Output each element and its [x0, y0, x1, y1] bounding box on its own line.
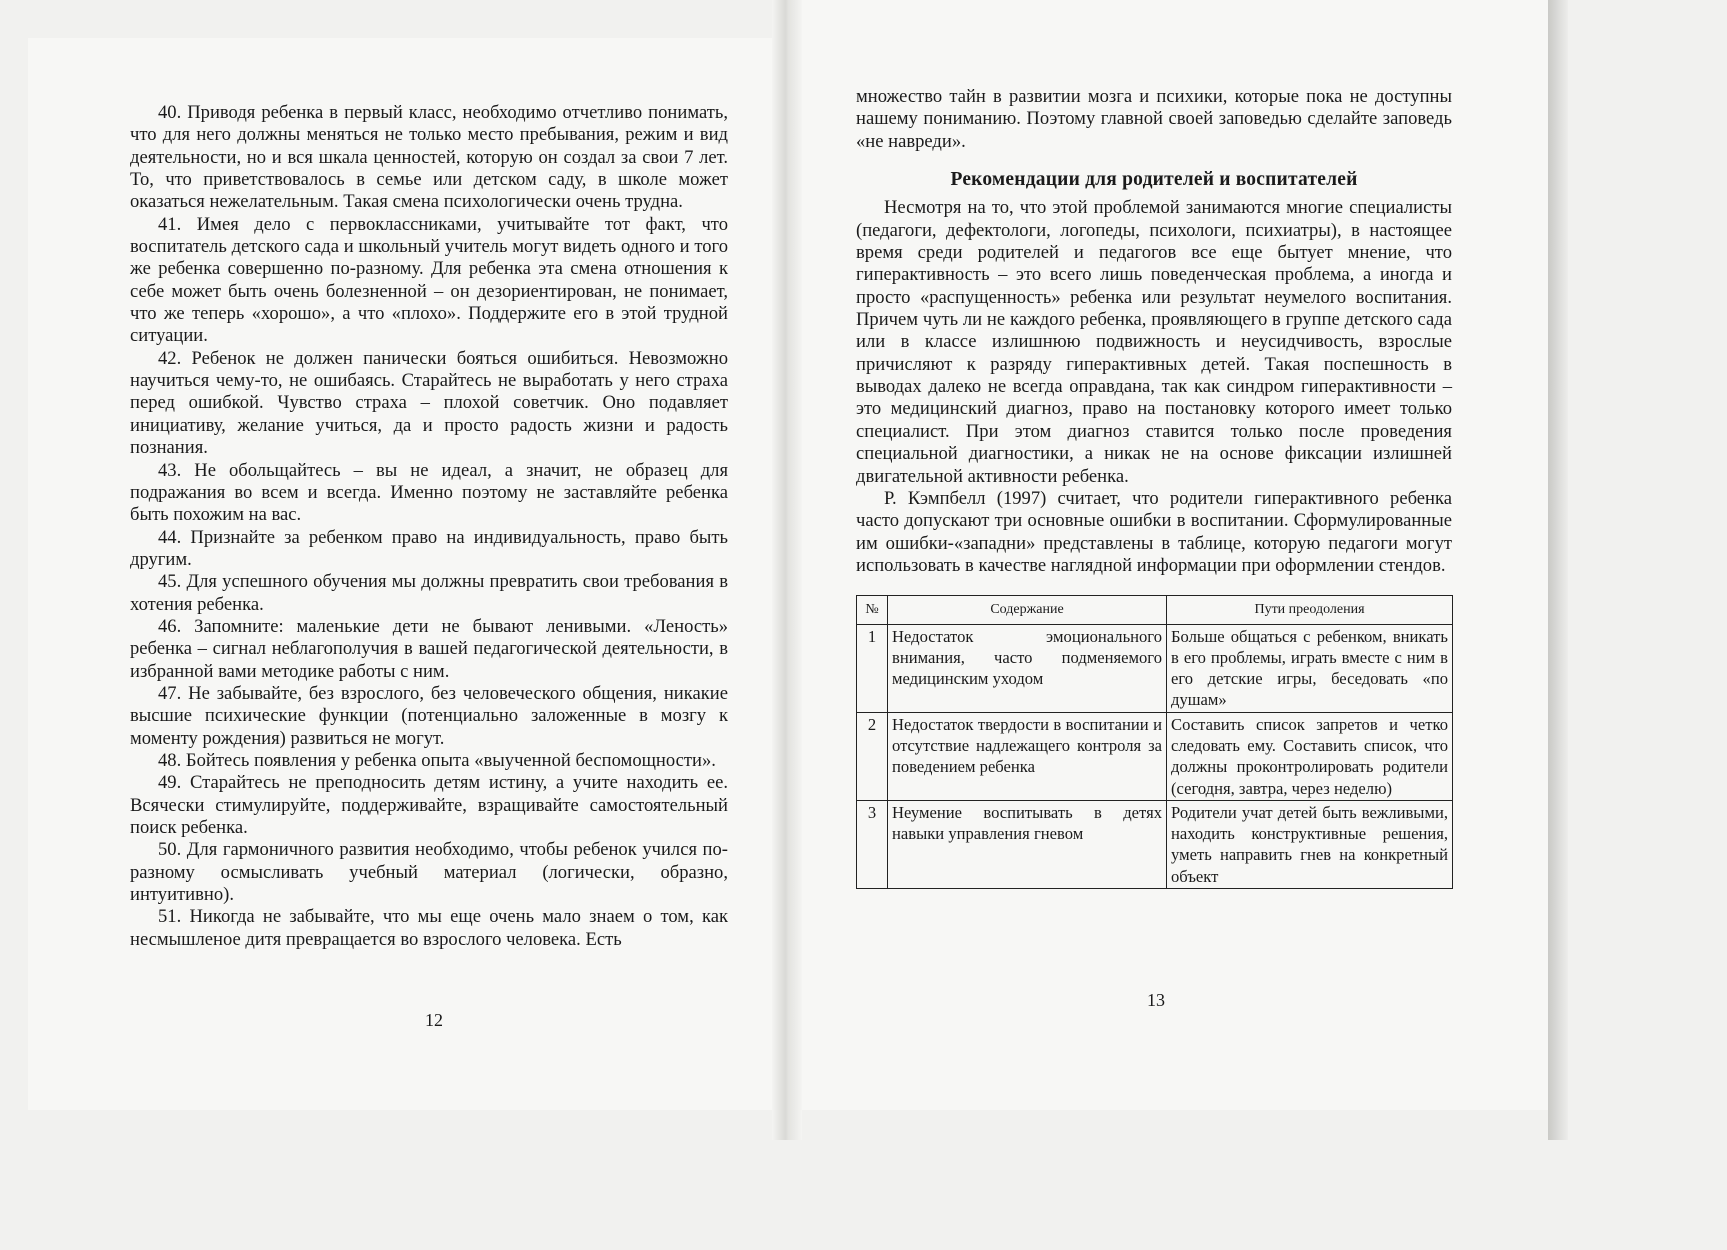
- paragraph-45: 45. Для успешного обучения мы должны превратить свои требования в хотения ребенка.: [130, 571, 728, 615]
- paragraph-40: 40. Приводя ребенка в первый класс, необходимо отчетливо понимать, что для него должны меняться не только место пребывания, режим и вид деятельности, но и вся шкала ценностей, которую он создал за свои 7 лет. То, что приветствовалось в семье или детском саду, в школе может оказаться нежелательным. Такая смена психологически очень трудна.: [130, 102, 728, 213]
- table-cell-num: 2: [857, 712, 888, 800]
- table-header-row: [857, 596, 1453, 624]
- mistakes-table: [856, 595, 1453, 889]
- paragraph-44: 44. Признайте за ребенком право на индивидуальность, право быть другим.: [130, 526, 728, 570]
- page-number-right: 13: [1147, 990, 1165, 1010]
- right-page-text: [856, 86, 1452, 889]
- table-cell-num: 1: [857, 624, 888, 712]
- paragraph-49: 49. Старайтесь не преподносить детям истину, а учите находить ее. Всячески стимулируйте, поддерживайте, взращивайте самостоятельный поиск ребенка.: [130, 772, 728, 838]
- paragraph-50: 50. Для гармоничного развития необходимо, чтобы ребенок учился по-разному осмысливать учебный материал (логически, образно, интуитивно).: [130, 839, 728, 906]
- paragraph-48: 48. Бойтесь появления у ребенка опыта «выученной беспомощности».: [158, 749, 716, 771]
- paragraph-43: 43. Не обольщайтесь – вы не идеал, а значит, не образец для подражания во всем и всегда. Именно поэтому не заставляйте ребенка быть похожим на вас.: [130, 459, 728, 526]
- table-cell-content: Недостаток эмоционального внимания, часто подменяемого медицинским уходом: [888, 624, 1167, 712]
- continuation-paragraph: множество тайн в развитии мозга и психики, которые пока не доступны нашему пониманию. Поэтому главной своей заповедью сделайте заповедь «не навреди».: [856, 86, 1452, 152]
- table-cell-num: 3: [857, 800, 888, 888]
- table-header-content: Содержание: [888, 596, 1167, 624]
- left-page-text: [130, 102, 728, 951]
- table-cell-solution: Родители учат детей быть вежливыми, находить конструктивные решения, уметь направить гнев на конкретный объект: [1167, 800, 1453, 888]
- table-header-num: №: [857, 596, 888, 624]
- table-row: [857, 624, 1453, 712]
- paragraph-51: 51. Никогда не забывайте, что мы еще очень мало знаем о том, как несмышленое дитя превращается во взрослого человека. Есть: [130, 906, 728, 950]
- table-cell-solution: Больше общаться с ребенком, вникать в его проблемы, играть вместе с ним в его детские игры, беседовать «по душам»: [1167, 624, 1453, 712]
- table-row: [857, 712, 1453, 800]
- table-cell-solution: Составить список запретов и четко следовать ему. Составить список, что должны проконтролировать родители (сегодня, завтра, через неделю): [1167, 712, 1453, 800]
- paragraph-46: 46. Запомните: маленькие дети не бывают ленивыми. «Леность» ребенка – сигнал неблагополучия в вашей педагогической деятельности, в избранной вами методике работы с ним.: [130, 615, 728, 682]
- paragraph-41: 41. Имея дело с первоклассниками, учитывайте тот факт, что воспитатель детского сада и школьный учитель могут видеть одного и того же ребенка совершенно по-разному. Для ребенка эта смена отношения к себе может быть очень болезненной – он дезориентирован, не понимает, что же теперь «хорошо», а что «плохо». Поддержите его в этой трудной ситуации.: [130, 213, 728, 347]
- page-number-left: 12: [425, 1010, 443, 1030]
- paragraph-campbell: Р. Кэмпбелл (1997) считает, что родители гиперактивного ребенка часто допускают три основные ошибки в воспитании. Сформулированные им ошибки-«западни» представлены в таблице, которую педагоги могут использовать в качестве наглядной информации при оформлении стендов.: [856, 487, 1452, 576]
- table-header-solution: Пути преодоления: [1167, 596, 1453, 624]
- paragraph-hyperactivity: Несмотря на то, что этой проблемой занимаются многие специалисты (педагоги, дефектологи, логопеды, психологи, психиатры), в настоящее время среди родителей и педагогов все еще бытует мнение, что гиперактивность – это всего лишь поведенческая проблема, а иногда и просто «распущенность» ребенка или результат неумелого воспитания. Причем чуть ли не каждого ребенка, проявляющего в группе детского сада или в классе излишнюю подвижность и неусидчивость, взрослые причисляют к разряду гиперактивных детей. Такая поспешность в выводах далеко не всегда оправдана, так как синдром гиперактивности – это медицинский диагноз, право на постановку которого имеет только специалист. При этом диагноз ставится только после проведения специальной диагностики, а никак не на основе фиксации излишней двигательной активности ребенка.: [856, 197, 1452, 487]
- paragraph-42: 42. Ребенок не должен панически бояться ошибиться. Невозможно научиться чему-то, не ошибаясь. Старайтесь не выработать у него страха перед ошибкой. Чувство страха – плохой советчик. Оно подавляет инициативу, желание учиться, да и просто радость жизни и радость познания.: [130, 347, 728, 459]
- scan-edge-shadow: [1548, 0, 1568, 1140]
- paragraph-47: 47. Не забывайте, без взрослого, без человеческого общения, никакие высшие психические функции (потенциально заложенные в мозгу к моменту рождения) развиться не могут.: [130, 682, 728, 749]
- table-cell-content: Недостаток твердости в воспитании и отсутствие надлежащего контроля за поведением ребенка: [888, 712, 1167, 800]
- table-row: [857, 800, 1453, 888]
- table-cell-content: Неумение воспитывать в детях навыки управления гневом: [888, 800, 1167, 888]
- book-gutter: [772, 0, 802, 1140]
- section-title: Рекомендации для родителей и воспитателей: [950, 169, 1358, 191]
